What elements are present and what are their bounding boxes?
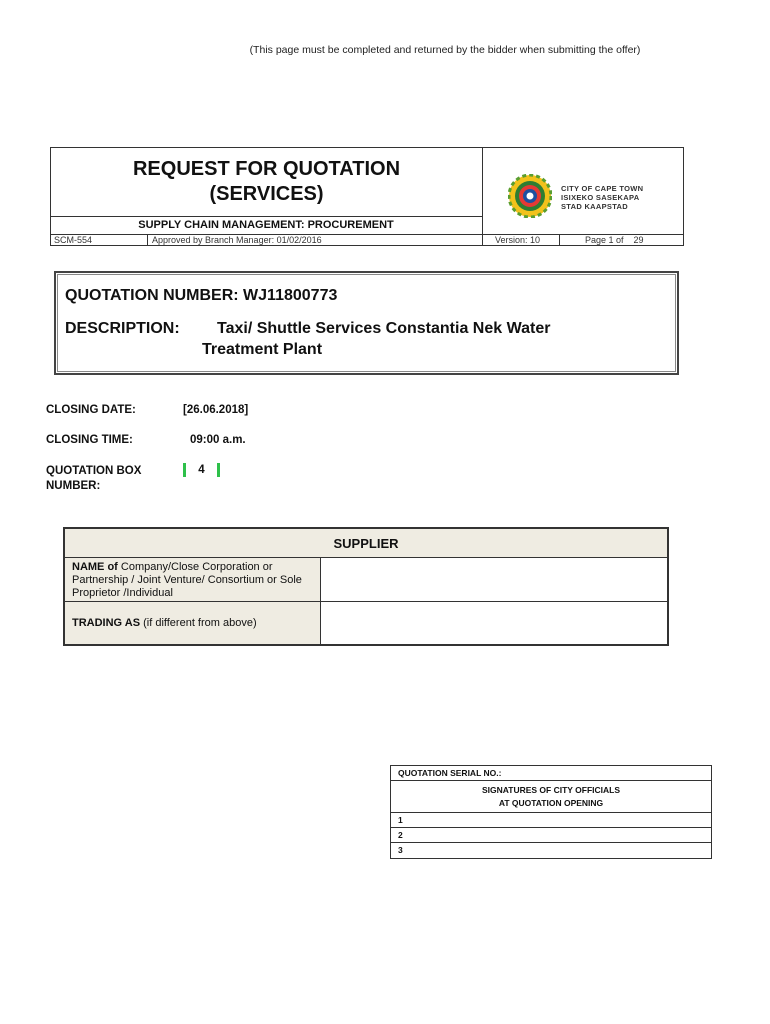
- supplier-heading: SUPPLIER: [65, 529, 667, 558]
- green-marker: [183, 463, 186, 477]
- form-title: [50, 157, 483, 207]
- quotation-box-label: [46, 464, 141, 494]
- closing-time-label: CLOSING TIME:: [46, 434, 133, 446]
- signature-row[interactable]: 2: [391, 828, 711, 843]
- quotation-number: QUOTATION NUMBER: WJ11800773: [65, 287, 338, 304]
- quotation-box-number: 4: [198, 464, 205, 477]
- quotation-box-value: [183, 463, 220, 477]
- signatures-line-2: AT QUOTATION OPENING: [498, 798, 604, 808]
- description-line-1: Taxi/ Shuttle Services Constantia Nek Water: [217, 320, 551, 337]
- signatures-heading: [391, 781, 711, 813]
- form-meta-row: [50, 234, 684, 246]
- logo-line-3: STAD KAAPSTAD: [561, 202, 628, 211]
- name-label-rest: Company/Close Corporation or Partnership / Joint Venture/ Consortium or Sole Proprietor /Individual: [72, 561, 302, 599]
- approval-info: Approved by Branch Manager: 01/02/2016: [148, 235, 483, 246]
- signatures-line-1: SIGNATURES OF CITY OFFICIALS: [481, 785, 621, 795]
- trading-as-field[interactable]: [321, 602, 667, 644]
- department-label: SUPPLY CHAIN MANAGEMENT: PROCUREMENT: [50, 216, 483, 234]
- city-logo-icon: [508, 174, 552, 218]
- quotation-box-label-1: QUOTATION BOX: [46, 465, 142, 477]
- green-marker: [217, 463, 220, 477]
- closing-time-value: 09:00 a.m.: [190, 434, 246, 446]
- title-line-2: (SERVICES): [209, 183, 324, 205]
- name-label-bold: NAME of: [72, 561, 118, 573]
- signature-row[interactable]: 1: [391, 813, 711, 828]
- trading-label-rest: (if different from above): [140, 617, 257, 629]
- description-line-2: Treatment Plant: [202, 341, 323, 358]
- page-info: Page 1 of 29: [585, 235, 644, 245]
- signature-row[interactable]: 3: [398, 845, 403, 855]
- version-info: Version: 10: [483, 235, 560, 246]
- closing-date-label: CLOSING DATE:: [46, 404, 136, 416]
- title-line-1: REQUEST FOR QUOTATION: [132, 158, 401, 180]
- form-code: SCM-554: [50, 235, 148, 246]
- description-label: DESCRIPTION:: [65, 320, 180, 337]
- quotation-box-label-2: NUMBER:: [46, 480, 101, 492]
- serial-table: [390, 765, 712, 859]
- supplier-name-field[interactable]: [321, 558, 667, 602]
- trading-as-label: [65, 602, 321, 644]
- logo-line-2: ISIXEKO SASEKAPA: [561, 193, 640, 202]
- submission-note: (This page must be completed and returned by the bidder when submitting the offer): [249, 44, 641, 56]
- logo-line-1: CITY OF CAPE TOWN: [561, 184, 644, 193]
- trading-label-bold: TRADING AS: [72, 617, 141, 629]
- city-logo-text: [561, 184, 643, 211]
- closing-date-value: [26.06.2018]: [183, 404, 249, 416]
- supplier-name-label: [65, 558, 321, 602]
- serial-heading: QUOTATION SERIAL NO.:: [391, 766, 711, 781]
